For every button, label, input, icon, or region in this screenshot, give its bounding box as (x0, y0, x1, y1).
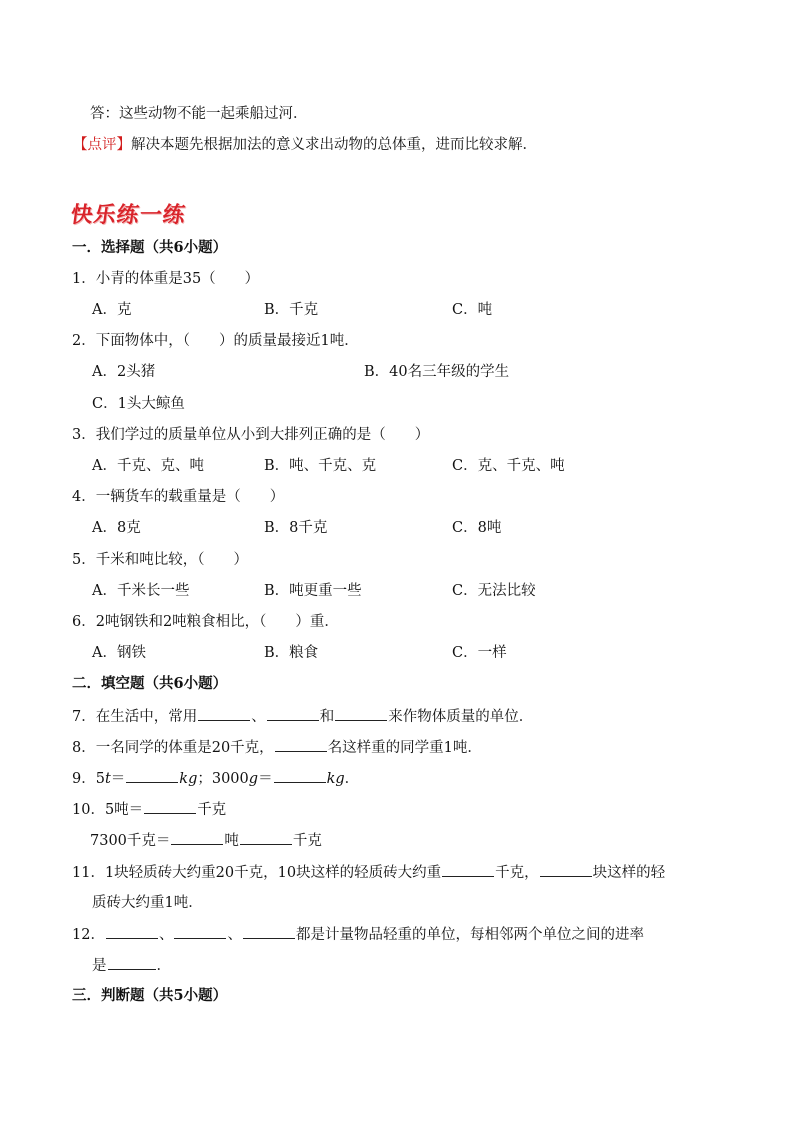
q10-text-a: 10．5吨＝ (72, 802, 144, 818)
q4-option-b: B．8千克 (264, 520, 328, 536)
q7-text-a: 7．在生活中，常用 (72, 709, 198, 725)
q6-option-b: B．粮食 (264, 645, 319, 661)
blank (540, 862, 592, 877)
q10-text-c: 7300千克＝ (90, 833, 171, 849)
question-9 (72, 768, 359, 789)
question-12-line2 (92, 955, 171, 976)
q8-text-a: 8．一名同学的体重是20千克， (72, 740, 274, 756)
q10-text-d: 吨 (224, 833, 239, 849)
question-11-line2: 质砖大约重1吨． (92, 895, 203, 911)
q2-option-b: B．40名三年级的学生 (364, 364, 510, 380)
q7-text-b: 、 (251, 709, 266, 725)
q9-text-b: ＝ (110, 771, 126, 787)
blank (106, 924, 158, 939)
question-4: 4．一辆货车的载重量是（ ） (72, 489, 285, 505)
blank (274, 768, 326, 783)
q6-option-a: A．钢铁 (92, 645, 146, 661)
q3-option-c: C．克、千克、吨 (452, 458, 565, 474)
q9-unit-kg: kg (179, 771, 198, 787)
q7-text-d: 来作物体质量的单位． (388, 709, 534, 725)
q9-unit-t: t (104, 771, 111, 787)
blank (275, 737, 327, 752)
q12-text-c: 、 (227, 927, 242, 943)
q9-text-e: ． (344, 771, 360, 787)
question-10 (72, 799, 226, 820)
q5-option-c: C．无法比较 (452, 583, 536, 599)
q9-text-a: 9．5 (72, 771, 105, 787)
q4-option-c: C．8吨 (452, 520, 502, 536)
q9-unit-g: g (248, 771, 259, 787)
q3-option-b: B．吨、千克、克 (264, 458, 377, 474)
q11-text-a: 11．1块轻质砖大约重20千克，10块这样的轻质砖大约重 (72, 865, 442, 881)
question-2: 2．下面物体中，（ ）的质量最接近1吨． (72, 333, 359, 349)
question-12 (72, 924, 644, 945)
q1-option-a: A．克 (92, 302, 132, 318)
answer-line: 答：这些动物不能一起乘船过河． (90, 106, 308, 122)
blank (267, 706, 319, 721)
q12-text-a: 12． (72, 927, 105, 943)
blank (174, 924, 226, 939)
section1-heading: 一．选择题（共6小题） (72, 239, 228, 256)
question-7 (72, 706, 533, 727)
question-11 (72, 862, 665, 883)
blank (126, 768, 178, 783)
q12-text-d: 都是计量物品轻重的单位，每相邻两个单位之间的进率 (295, 927, 644, 943)
q4-option-a: A．8克 (92, 520, 141, 536)
q11-text-b: 千克， (495, 865, 539, 881)
blank (144, 799, 196, 814)
banner-title: 快乐练一练 (68, 203, 188, 228)
section3-heading: 三．判断题（共5小题） (72, 987, 228, 1004)
blank (171, 830, 223, 845)
q1-option-b: B．千克 (264, 302, 319, 318)
blank (335, 706, 387, 721)
comment-line (73, 135, 537, 155)
blank (198, 706, 250, 721)
q11-text-c: 块这样的轻 (592, 865, 666, 881)
q6-option-c: C．一样 (452, 645, 507, 661)
q1-option-c: C．吨 (452, 302, 493, 318)
q12-text-b: 、 (158, 927, 174, 943)
comment-tag: 【点评】 (73, 137, 131, 153)
q9-unit-kg2: kg (326, 771, 345, 787)
q2-option-a: A．2头猪 (92, 364, 156, 380)
question-8 (72, 737, 482, 758)
question-10-line2 (90, 830, 322, 851)
q5-option-a: A．千米长一些 (92, 583, 190, 599)
q12-text-f: ． (156, 958, 171, 974)
q3-option-a: A．千克、克、吨 (92, 458, 204, 474)
section2-heading: 二．填空题（共6小题） (72, 675, 228, 692)
question-5: 5．千米和吨比较，（ ） (72, 552, 248, 568)
q9-text-d: ＝ (258, 771, 273, 787)
question-6: 6．2吨钢铁和2吨粮食相比，（ ）重． (72, 614, 339, 630)
comment-text: 解决本题先根据加法的意义求出动物的总体重，进而比较求解． (131, 137, 537, 153)
blank (240, 830, 292, 845)
blank (108, 955, 156, 970)
question-3: 3．我们学过的质量单位从小到大排列正确的是（ ） (72, 427, 430, 443)
q7-text-c: 和 (319, 709, 335, 725)
q9-text-c: ；3000 (197, 771, 249, 787)
question-1: 1．小青的体重是35（ ） (72, 271, 260, 287)
blank (243, 924, 295, 939)
q8-text-b: 名这样重的同学重1吨． (327, 740, 482, 756)
q5-option-b: B．吨更重一些 (264, 583, 362, 599)
q12-text-e: 是 (92, 958, 107, 974)
blank (442, 862, 494, 877)
q10-text-e: 千克 (292, 833, 322, 849)
q2-option-c: C．1头大鲸鱼 (92, 396, 185, 412)
q10-text-b: 千克 (197, 802, 227, 818)
